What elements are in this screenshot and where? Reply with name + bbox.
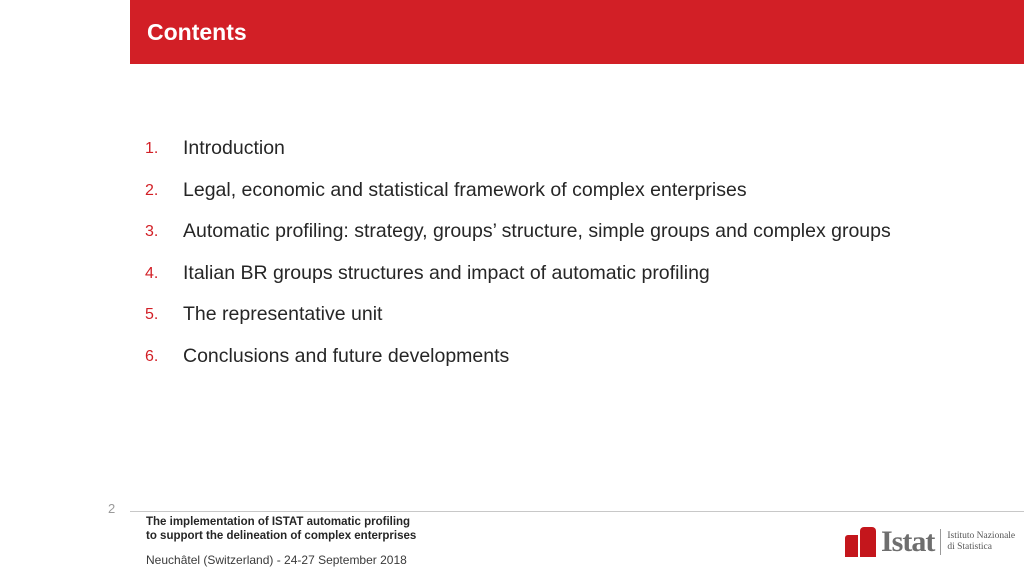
contents-list [145, 133, 891, 382]
contents-item-6 [145, 341, 891, 383]
logo-separator [940, 529, 941, 555]
logo-subtitle-line2: di Statistica [947, 542, 992, 552]
logo-subtitle-line1: Istituto Nazionale [947, 531, 1016, 541]
footer-presentation-title-line1: The implementation of ISTAT automatic profiling [146, 516, 411, 528]
footer-event-info: Neuchâtel (Switzerland) - 24-27 September 2018 [146, 553, 407, 567]
contents-item-4 [145, 258, 891, 300]
logo-institute-name [947, 531, 1015, 553]
footer-divider [130, 511, 1024, 512]
page-number: 2 [108, 501, 116, 516]
contents-item-text: Introduction [183, 137, 285, 159]
contents-item-text: Automatic profiling: strategy, groups’ structure, simple groups and complex groups [183, 220, 891, 242]
logo-wordmark: Istat [881, 525, 935, 558]
title-bar [130, 0, 1024, 64]
contents-item-number: 5. [145, 306, 159, 323]
contents-item-text: Italian BR groups structures and impact of automatic profiling [183, 261, 710, 284]
contents-item-text: Conclusions and future developments [183, 344, 510, 367]
contents-item-number: 1. [145, 140, 159, 157]
contents-item-2 [145, 175, 891, 217]
slide-title: Contents [147, 19, 247, 45]
istat-logo-mark-icon [845, 527, 876, 557]
footer-presentation-title-line2: to support the delineation of complex enterprises [146, 530, 417, 542]
contents-item-number: 2. [145, 181, 159, 199]
contents-item-text: Legal, economic and statistical framework of complex enterprises [183, 178, 747, 201]
contents-item-1 [145, 133, 891, 175]
contents-item-3 [145, 216, 891, 258]
contents-item-5 [145, 299, 891, 341]
contents-item-number: 4. [145, 264, 159, 282]
contents-item-number: 6. [145, 347, 159, 365]
contents-item-number: 3. [145, 223, 159, 240]
contents-item-text: The representative unit [183, 303, 383, 325]
istat-logo [845, 526, 1015, 558]
